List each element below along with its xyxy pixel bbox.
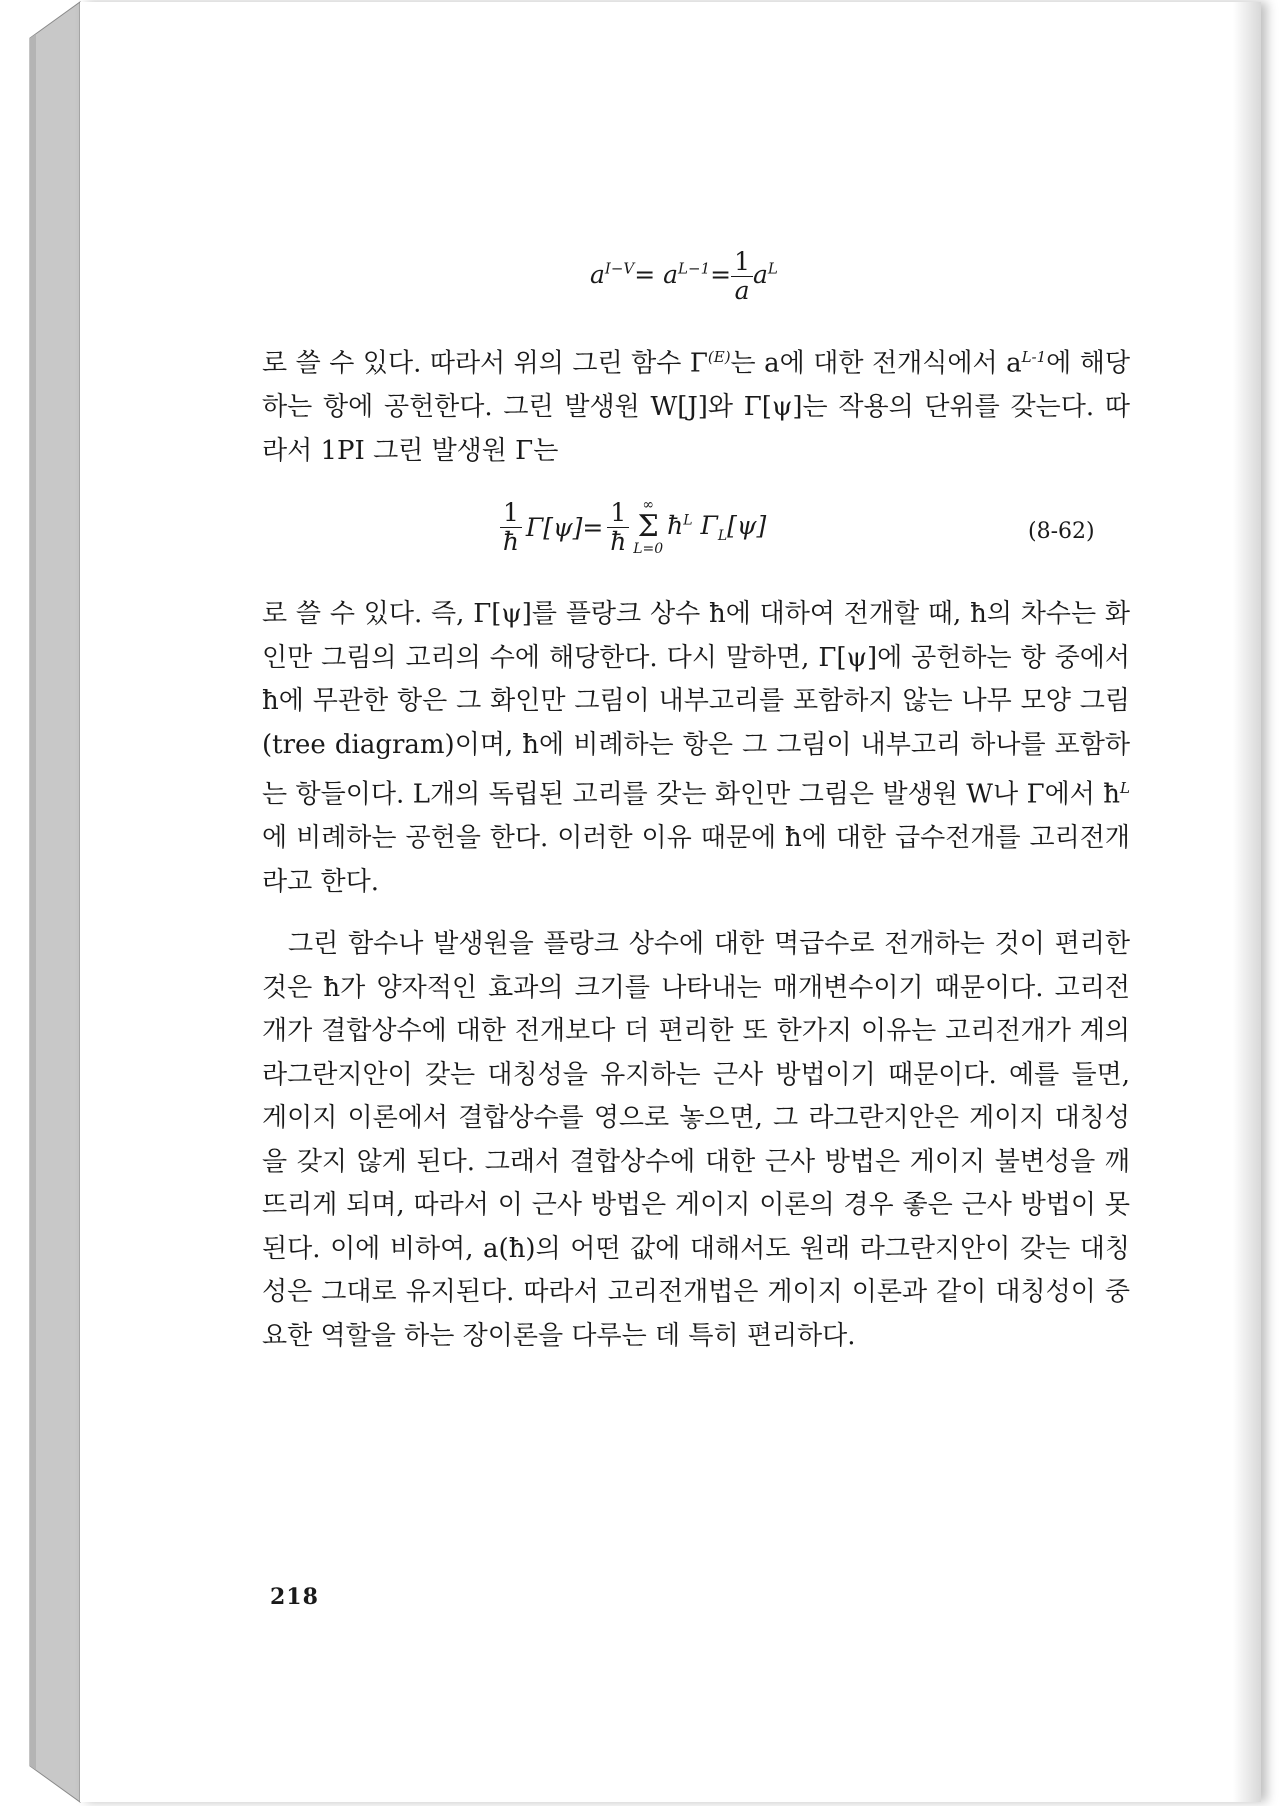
equation-top: $a^{I-V}= a^{L-1}=$ $\frac{1}{a}$ $a^L$ (590, 247, 778, 305)
equation-number: (8-62) (1028, 519, 1095, 544)
p1-line1: 로 쓸 수 있다. 따라서 위의 그린 함수 Γ (262, 348, 708, 379)
equation-main: $\frac{1}{ħ}$ Γ[ψ]= $\frac{1}{ħ}$ ∞ Σ L=0 $ħ^L$ $\Gamma_L[\psi]$ (500, 498, 766, 556)
paragraph-1 (262, 336, 1130, 473)
p2-tail: 에 비례하는 공헌을 한다. 이러한 이유 때문에 ħ에 대한 급수전개를 고리전개라고 한다. (262, 823, 1130, 897)
p1-rest: 는 a에 대한 전개식에서 a (730, 348, 1022, 379)
p1-sup: (E) (707, 348, 731, 366)
p1-sup2: L-1 (1021, 348, 1047, 366)
p3-body: 그린 함수나 발생원을 플랑크 상수에 대한 멱급수로 전개하는 것이 편리한 것은 ħ가 양자적인 효과의 크기를 나타내는 매개변수이기 때문이다. 고리전개가 결합상수에 대한 전개보다 더 편리한 또 한가지 이유는 고리전개가 계의 라그란지안이 갖는 대칭성을 유지하는 근사 방법이기 때문이다. 예를 들면, 게이지 이론에서 결합상수를 영으로 놓으면, 그 라그란지안은 게이지 대칭성을 갖지 않게 된다. 그래서 결합상수에 대한 근사 방법은 게이지 불변성을 깨뜨리게 되며, 따라서 이 근사 방법은 게이지 이론의 경우 좋은 근사 방법이 못 된다. 이에 비하여, a(ħ)의 어떤 값에 대해서도 원래 라그란지안이 갖는 대칭성은 그대로 유지된다. 따라서 고리전개법은 게이지 이론과 같이 대칭성이 중요한 역할을 하는 장이론을 다루는 데 특히 편리하다. (262, 929, 1130, 1351)
page-edge-shadow (1233, 2, 1261, 1802)
p2-sup: L (1120, 779, 1130, 797)
p1-tail: 에 해당하는 항에 공헌한다. 그린 발생원 W[J]와 Γ[ψ]는 작용의 단위를 갖는다. 따라서 1PI 그린 발생원 Γ는 (262, 348, 1130, 466)
page-number: 218 (270, 1584, 319, 1610)
p2-body: 로 쓸 수 있다. 즉, Γ[ψ]를 플랑크 상수 ħ에 대하여 전개할 때, ħ의 차수는 화인만 그림의 고리의 수에 해당한다. 다시 말하면, Γ[ψ]에 공헌하는 항 중에서 ħ에 무관한 항은 그 화인만 그림이 내부고리를 포함하지 않는 나무 모양 그림 (tree diagram)이며, ħ에 비례하는 항은 그 그림이 내부고리 하나를 포함하는 항들이다. L개의 독립된 고리를 갖는 화인만 그림은 발생원 W나 Γ에서 ħ (262, 599, 1130, 810)
paragraph-2 (262, 593, 1130, 904)
paragraph-3 (262, 923, 1130, 1358)
